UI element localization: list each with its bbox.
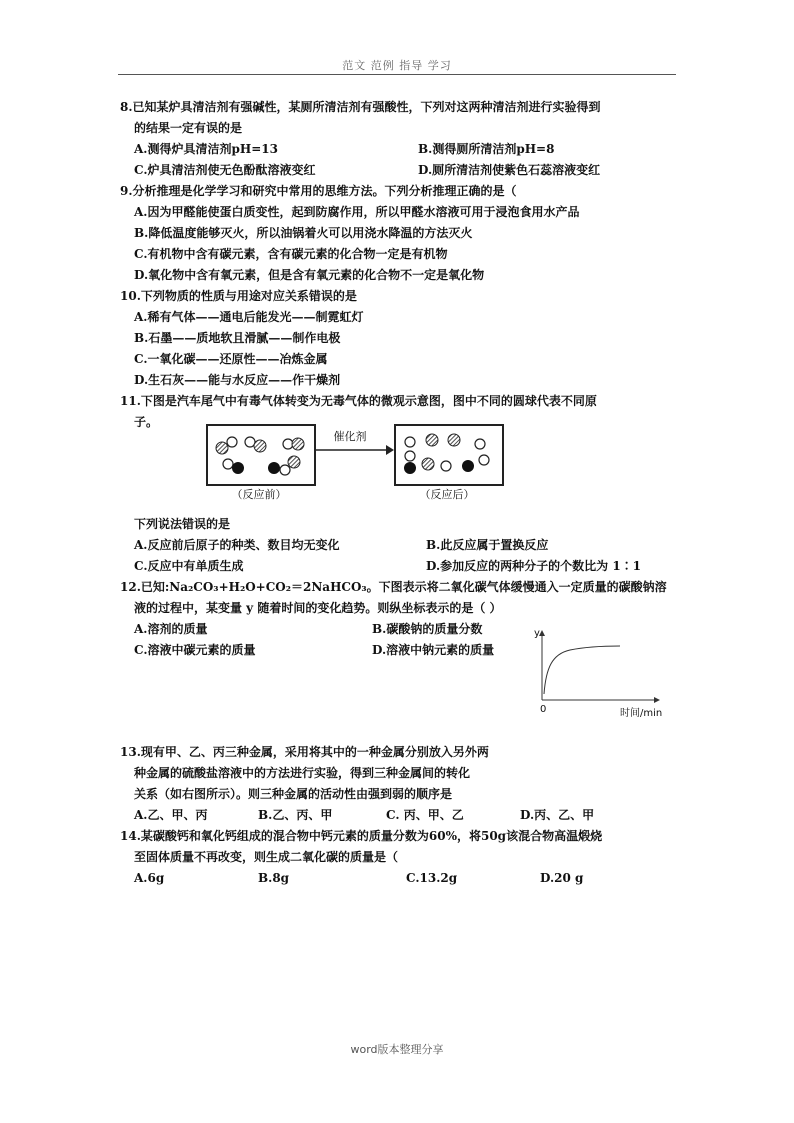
- white-atom: [227, 437, 237, 447]
- q11-option-c: C.反应中有单质生成: [134, 559, 244, 573]
- black-atom: [462, 460, 474, 472]
- hatched-atom: [216, 442, 228, 454]
- q12-option-a: A.溶剂的质量: [134, 622, 208, 636]
- after-box: [394, 424, 504, 486]
- q13-stem: 13.现有甲、乙、丙三种金属，采用将其中的一种金属分别放入另外两: [120, 745, 489, 759]
- q14-option-a: A.6g: [134, 871, 165, 885]
- q13-stem-cont: 种金属的硫酸盐溶液中的方法进行实验，得到三种金属间的转化: [134, 766, 471, 780]
- before-box: [206, 424, 316, 486]
- reaction-diagram: [200, 424, 500, 508]
- q8-option-d: D.厕所清洁剂使紫色石蕊溶液变红: [418, 163, 601, 177]
- q10-option-d: D.生石灰——能与水反应——作干燥剂: [134, 373, 341, 387]
- q9-option-b: B.降低温度能够灭火，所以油锅着火可以用浇水降温的方法灭火: [134, 226, 473, 240]
- q11-prompt: 下列说法错误的是: [134, 517, 231, 531]
- white-atom: [280, 465, 290, 475]
- before-molecules: [208, 426, 314, 484]
- q9-option-d: D.氧化物中含有氧元素，但是含有氧元素的化合物不一定是氧化物: [134, 268, 485, 282]
- hatched-atom: [254, 440, 266, 452]
- q13-option-b: B.乙、丙、甲: [258, 808, 333, 822]
- white-atom: [405, 437, 415, 447]
- q8-option-c: C.炉具清洁剂使无色酚酞溶液变红: [134, 163, 316, 177]
- q9-option-a: A.因为甲醛能使蛋白质变性，起到防腐作用，所以甲醛水溶液可用于浸泡食用水产品: [134, 205, 580, 219]
- after-label: （反应后）: [419, 488, 475, 501]
- before-label: （反应前）: [231, 488, 287, 501]
- q13-stem-cont2: 关系（如右图所示）。则三种金属的活动性由强到弱的顺序是: [134, 787, 453, 801]
- q13-option-c: C. 丙、甲、乙: [386, 808, 464, 822]
- black-atom: [232, 462, 244, 474]
- q13-option-d: D.丙、乙、甲: [520, 808, 595, 822]
- q9-option-c: C.有机物中含有碳元素，含有碳元素的化合物一定是有机物: [134, 247, 448, 261]
- x-axis-label: 时间/min: [620, 708, 663, 719]
- q10-option-a: A.稀有气体——通电后能发光——制霓虹灯: [134, 310, 364, 324]
- hatched-atom: [288, 456, 300, 468]
- q11-option-d: D.参加反应的两种分子的个数比为 1∶1: [426, 559, 642, 573]
- q14-option-d: D.20 g: [540, 871, 584, 885]
- white-atom: [475, 439, 485, 449]
- white-atom: [479, 455, 489, 465]
- white-atom: [223, 459, 233, 469]
- q10-option-b: B.石墨——质地软且滑腻——制作电极: [134, 331, 341, 345]
- hatched-atom: [448, 434, 460, 446]
- q12-option-c: C.溶液中碳元素的质量: [134, 643, 256, 657]
- q12-option-d: D.溶液中钠元素的质量: [372, 643, 495, 657]
- hatched-atom: [426, 434, 438, 446]
- q14-option-b: B.8g: [258, 871, 290, 885]
- q12-stem-cont: 液的过程中，某变量 y 随着时间的变化趋势。则纵坐标表示的是（ ）: [134, 601, 502, 615]
- graph-origin: 0: [540, 704, 547, 715]
- q14-stem: 14.某碳酸钙和氧化钙组成的混合物中钙元素的质量分数为60%，将50g该混合物高温煅烧: [120, 829, 603, 843]
- q11-option-b: B.此反应属于置换反应: [426, 538, 549, 552]
- q8-stem-cont: 的结果一定有误的是: [134, 121, 243, 135]
- after-molecules: [396, 426, 502, 484]
- q12-stem: 12.已知:Na₂CO₃+H₂O+CO₂＝2NaHCO₃。下图表示将二氧化碳气体缓慢通入一定质量的碳酸钠溶: [120, 580, 667, 594]
- trend-curve: [544, 646, 620, 694]
- q11-stem: 11.下图是汽车尾气中有毒气体转变为无毒气体的微观示意图，图中不同的圆球代表不同原: [120, 394, 597, 408]
- hatched-atom: [292, 438, 304, 450]
- q12-graph: [530, 628, 670, 720]
- page-footer: word版本整理分享: [350, 1043, 444, 1056]
- white-atom: [405, 451, 415, 461]
- graph-axes: [530, 628, 670, 708]
- q10-stem: 10.下列物质的性质与用途对应关系错误的是: [120, 289, 357, 303]
- white-atom: [245, 437, 255, 447]
- black-atom: [404, 462, 416, 474]
- hatched-atom: [422, 458, 434, 470]
- q14-stem-cont: 至固体质量不再改变，则生成二氧化碳的质量是（: [134, 850, 399, 864]
- q8-option-a: A.测得炉具清洁剂pH=13: [134, 142, 278, 156]
- q8-option-b: B.测得厕所清洁剂pH=8: [418, 142, 555, 156]
- black-atom: [268, 462, 280, 474]
- q12-option-b: B.碳酸钠的质量分数: [372, 622, 483, 636]
- reaction-arrow: [312, 444, 394, 456]
- q14-option-c: C.13.2g: [406, 871, 458, 885]
- catalyst-label: 催化剂: [333, 430, 367, 443]
- q11-stem-cont: 子。: [134, 415, 159, 429]
- q11-option-a: A.反应前后原子的种类、数目均无变化: [134, 538, 340, 552]
- header-rule: [118, 74, 676, 75]
- white-atom: [441, 461, 451, 471]
- q8-stem: 8.已知某炉具清洁剂有强碱性，某厕所清洁剂有强酸性，下列对这两种清洁剂进行实验得到: [120, 100, 601, 114]
- page-header: 范文 范例 指导 学习: [342, 59, 452, 72]
- q9-stem: 9.分析推理是化学学习和研究中常用的思维方法。下列分析推理正确的是（: [120, 184, 517, 198]
- q13-option-a: A.乙、甲、丙: [134, 808, 208, 822]
- q10-option-c: C.一氧化碳——还原性——冶炼金属: [134, 352, 328, 366]
- y-axis-label: y: [534, 628, 540, 639]
